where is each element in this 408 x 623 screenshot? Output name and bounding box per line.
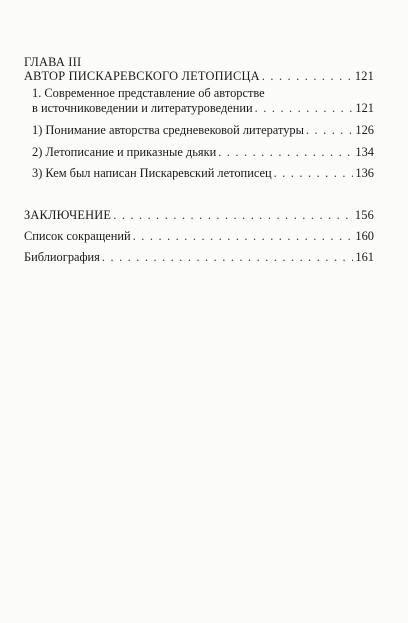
toc-entry-section-1-line1: 1. Современное представление об авторстве (32, 86, 265, 100)
toc-entry-subsection-2 (32, 145, 374, 159)
toc-entry-title: 2) Летописание и приказные дьяки (32, 145, 217, 159)
toc-entry-conclusion (24, 208, 374, 222)
leader-dots (218, 145, 353, 159)
toc-entry-bibliography (24, 250, 374, 264)
toc-page-number: 121 (355, 101, 374, 115)
toc-page-number: 121 (354, 69, 374, 83)
toc-entry-section-1 (32, 101, 374, 115)
toc-page-number: 160 (355, 229, 374, 243)
toc-entry-title: 3) Кем был написан Пискаревский летописец (32, 166, 272, 180)
toc-entry-abbreviations (24, 229, 374, 243)
toc-page-number: 136 (355, 166, 374, 180)
toc-page-number: 134 (355, 145, 374, 159)
leader-dots (133, 229, 354, 243)
leader-dots (102, 250, 354, 264)
leader-dots (113, 208, 353, 222)
toc-entry-title: в источниковедении и литературоведении (32, 101, 253, 115)
toc-page-number: 126 (355, 123, 374, 137)
chapter-number: ГЛАВА III (24, 55, 82, 69)
leader-dots (306, 123, 353, 137)
toc-entry-subsection-3 (32, 166, 374, 180)
toc-entry-chapter (24, 69, 374, 83)
leader-dots (262, 69, 353, 83)
toc-entry-title: АВТОР ПИСКАРЕВСКОГО ЛЕТОПИСЦА (24, 69, 260, 83)
toc-entry-title: Список сокращений (24, 229, 131, 243)
toc-entry-title: ЗАКЛЮЧЕНИЕ (24, 208, 112, 222)
leader-dots (255, 101, 354, 115)
toc-entry-title: Библиография (24, 250, 100, 264)
toc-page-number: 161 (355, 250, 374, 264)
toc-page-number: 156 (354, 208, 374, 222)
toc-entry-subsection-1 (32, 123, 374, 137)
toc-entry-title: 1) Понимание авторства средневековой литературы (32, 123, 304, 137)
leader-dots (274, 166, 354, 180)
